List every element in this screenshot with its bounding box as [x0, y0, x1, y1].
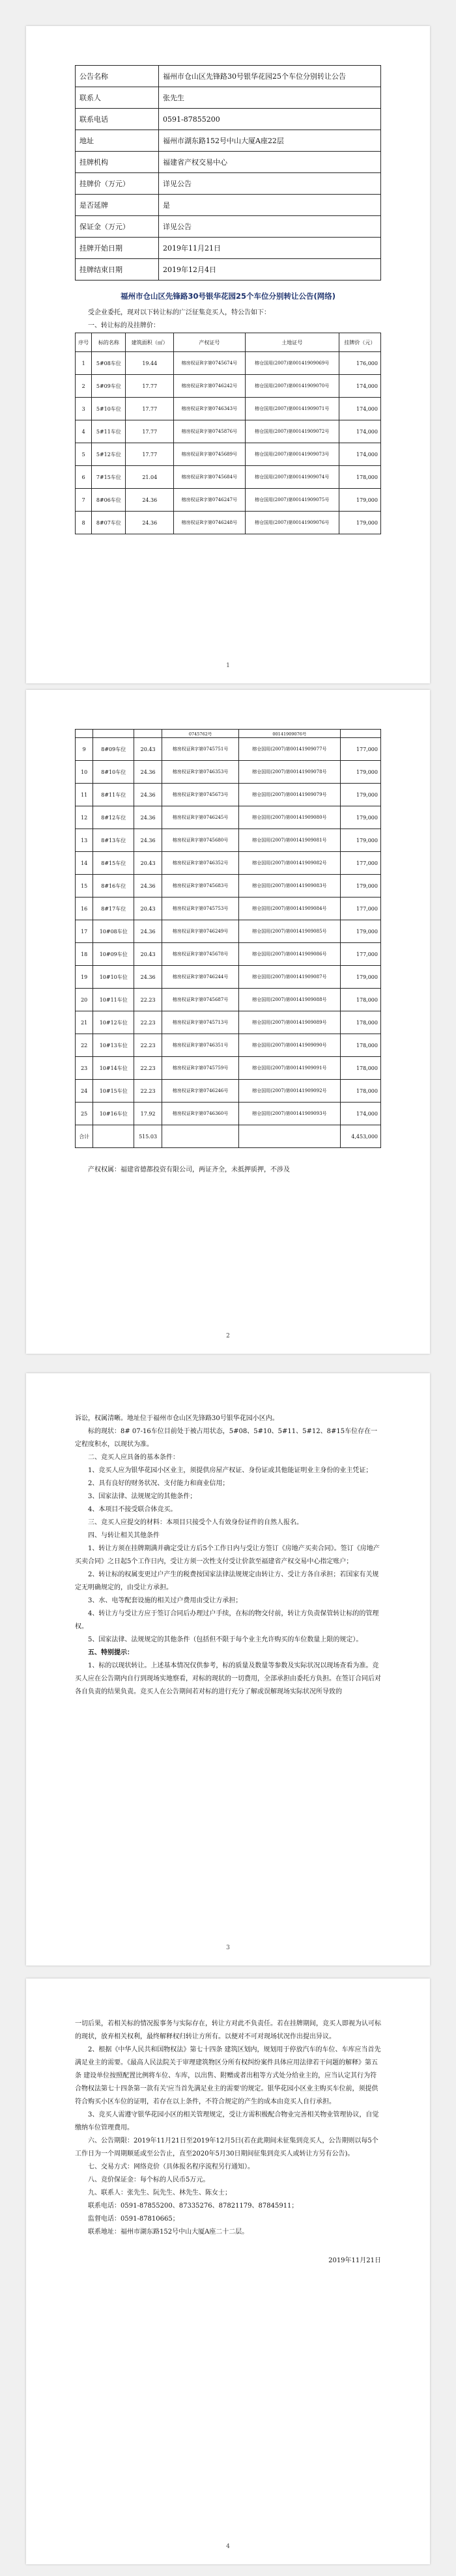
info-value: 是	[159, 195, 381, 216]
lot-land-cert: 榕仓国用(2007)第00141909088号	[239, 989, 341, 1011]
lot-cert: 榕房权证R字第0746248号	[174, 512, 245, 534]
lot-name: 8#16车位	[93, 875, 134, 897]
lot-area: 17.77	[126, 398, 174, 420]
info-row	[76, 152, 381, 173]
info-value: 张先生	[159, 87, 381, 109]
paragraph: 一切后果，若相关标的情况报事务与实际存在，转让方对此不负责任。若在挂牌期间，竞买人即视为认可标的现状，放弃相关权利，最终解释权归转让方所有。以便对不可对现场状况作出提出异议。	[75, 2020, 381, 2040]
info-row	[76, 66, 381, 87]
lot-number: 19	[76, 966, 93, 989]
lot-cert: 榕房权证R字第0745684号	[174, 466, 245, 489]
info-row	[76, 130, 381, 152]
info-value: 2019年12月4日	[159, 259, 381, 281]
lot-price: 178,000	[340, 1011, 380, 1034]
lot-name: 8#13车位	[93, 829, 134, 852]
lot-number: 8	[76, 512, 92, 534]
lot-price: 174,000	[339, 375, 380, 398]
info-row	[76, 109, 381, 130]
lot-price: 179,000	[339, 489, 380, 512]
lot-area: 22.23	[134, 1034, 162, 1057]
document-page-2	[26, 690, 430, 1354]
lot-cert: 榕房权证R字第0746352号	[162, 852, 239, 875]
info-value: 福州市湖东路152号中山大厦A座22层	[159, 130, 381, 152]
lot-area: 24.36	[134, 829, 162, 852]
table-row	[76, 489, 381, 512]
lot-price: 177,000	[340, 852, 380, 875]
table-row	[76, 1057, 381, 1080]
info-value: 福州市仓山区先锋路30号银华花园25个车位分别转让公告	[159, 66, 381, 87]
lot-name: 8#10车位	[93, 761, 134, 784]
lot-area: 20.43	[134, 852, 162, 875]
lot-cert: 榕房权证R字第0745689号	[174, 443, 245, 466]
lot-name: 8#07车位	[92, 512, 126, 534]
lot-area: 24.36	[126, 512, 174, 534]
lot-cert: 榕房权证R字第0745674号	[174, 352, 245, 375]
table-row	[76, 761, 381, 784]
lot-area: 20.43	[134, 897, 162, 920]
lot-name: 5#12车位	[92, 443, 126, 466]
lot-cert: 榕房权证R字第0746353号	[162, 761, 239, 784]
lot-price: 179,000	[340, 829, 380, 852]
lot-price: 179,000	[339, 512, 380, 534]
paragraph: 八、竞价保证金：每个标的人民币5万元。	[88, 2176, 210, 2184]
paragraph: 2、转让标的权属变更过户产生的税费按国家法律法规规定由转让方、受让方各自承担；若国家有关规定无明确规定的，由受让方承担。	[75, 1571, 379, 1591]
lot-name: 8#11车位	[93, 784, 134, 806]
lot-price: 174,000	[339, 398, 380, 420]
lot-name: 8#12车位	[93, 806, 134, 829]
special-tips-heading: 五、特别提示：	[88, 1649, 134, 1656]
lot-name: 8#15车位	[93, 852, 134, 875]
lot-name: 10#13车位	[93, 1034, 134, 1057]
info-value: 2019年11月21日	[159, 238, 381, 259]
column-header: 建筑面积（㎡）	[126, 333, 174, 352]
lot-number: 12	[76, 806, 93, 829]
document-page-3	[26, 1373, 430, 1966]
lot-cert: 榕房权证R字第0746249号	[162, 920, 239, 943]
page-number: 4	[226, 2543, 230, 2550]
lot-land-cert: 榕仓国用(2007)第00141909086号	[239, 943, 341, 966]
info-label: 挂牌结束日期	[76, 259, 159, 281]
paragraph: 2、具有良好的财务状况、支付能力和商业信用；	[88, 1480, 229, 1487]
info-label: 保证金（万元）	[76, 216, 159, 238]
lot-area: 22.23	[134, 1057, 162, 1080]
paragraph: 标的现状：8# 07-16车位目前处于被占用状态，5#08、5#10、5#11、5#12、8#15车位存在一定程度积水，以现状为准。	[75, 1428, 378, 1448]
lot-cert: 榕房权证R字第0746244号	[162, 966, 239, 989]
lot-number: 7	[76, 489, 92, 512]
lot-land-cert: 榕仓国用(2007)第00141909078号	[239, 761, 341, 784]
lot-name: 10#11车位	[93, 989, 134, 1011]
table-row	[76, 1011, 381, 1034]
lot-name: 5#08车位	[92, 352, 126, 375]
info-label: 是否延牌	[76, 195, 159, 216]
lot-price: 179,000	[340, 761, 380, 784]
lot-price: 174,000	[340, 1103, 380, 1125]
info-row	[76, 238, 381, 259]
info-label: 联系人	[76, 87, 159, 109]
lot-cert: 榕房权证R字第0746351号	[162, 1034, 239, 1057]
document-page-4	[26, 1979, 430, 2564]
announcement-title: 福州市仓山区先锋路30号银华花园25个车位分别转让公告(网络)	[120, 292, 335, 301]
lot-area: 24.36	[126, 489, 174, 512]
lot-name: 10#10车位	[93, 966, 134, 989]
lot-price: 179,000	[340, 784, 380, 806]
lot-land-cert: 榕仓国用(2007)第00141909091号	[239, 1057, 341, 1080]
info-value: 福建省产权交易中心	[159, 152, 381, 173]
paragraph: 二、竞买人应具备的基本条件：	[88, 1454, 179, 1461]
lot-land-cert: 榕仓国用(2007)第00141909082号	[239, 852, 341, 875]
paragraph: 1、竞买人应为银华花园小区业主，须提供房屋产权证、身份证或其他能证明业主身份的业主凭证；	[88, 1467, 373, 1474]
table-row	[76, 352, 381, 375]
table-row	[76, 875, 381, 897]
info-row	[76, 216, 381, 238]
paragraph: 联系地址：福州市湖东路152号中山大厦A座二十二层。	[88, 2228, 249, 2236]
lot-number: 1	[76, 352, 92, 375]
table-row	[76, 897, 381, 920]
lot-land-cert: 榕仓国用(2007)第00141909070号	[245, 375, 339, 398]
lot-area: 22.23	[134, 1080, 162, 1103]
lot-area: 24.36	[134, 966, 162, 989]
lot-name: 5#11车位	[92, 420, 126, 443]
lot-area: 17.77	[126, 420, 174, 443]
lot-land-cert: 榕仓国用(2007)第00141909085号	[239, 920, 341, 943]
lot-land-cert: 榕仓国用(2007)第00141909074号	[245, 466, 339, 489]
paragraph: 2、根据《中华人民共和国物权法》第七十四条 建筑区划内，规划用于停放汽车的车位、车库应当首先满足业主的需要。《最高人民法院关于审理建筑物区分所有权纠纷案件具体应用法律若干问题的解释》第五条 建设单位按照配置比例将车位、车库，以出售、附赠或者出租等方式处分给业主的，应当认定其行为符合物权法第七十四条第一款有关'应当首先满足业主的需要'的规定。银华花园小区业主购买车位前，须提供符合购买小区车位的证明，若存在以上条件，不符合规定的产生的成本由竞买人自行承担。	[75, 2046, 381, 2105]
column-header: 产权证号	[174, 333, 245, 352]
total-row	[76, 1125, 381, 1148]
page-number: 2	[226, 1333, 230, 1339]
property-rights-text: 产权权属：福建省德都投资有限公司，两证齐全，未抵押质押，不涉及	[88, 1166, 290, 1173]
info-value: 详见公告	[159, 173, 381, 195]
lot-land-cert: 榕仓国用(2007)第00141909069号	[245, 352, 339, 375]
lot-name: 8#09车位	[93, 738, 134, 761]
paragraph: 联系电话：0591-87855200、87335276、87821179、87845911；	[88, 2202, 298, 2210]
page-number: 1	[226, 663, 230, 669]
lot-area: 24.36	[134, 806, 162, 829]
lot-land-cert: 榕仓国用(2007)第00141909089号	[239, 1011, 341, 1034]
lot-name: 10#14车位	[93, 1057, 134, 1080]
column-header: 标的名称	[92, 333, 126, 352]
lot-cert: 榕房权证R字第0746245号	[162, 806, 239, 829]
lot-number: 17	[76, 920, 93, 943]
lot-number: 24	[76, 1080, 93, 1103]
info-label: 地址	[76, 130, 159, 152]
lot-land-cert: 榕仓国用(2007)第00141909093号	[239, 1103, 341, 1125]
lot-area: 17.92	[134, 1103, 162, 1125]
lot-area: 21.04	[126, 466, 174, 489]
lot-area: 22.23	[134, 989, 162, 1011]
lot-cert: 榕房权证R字第0745753号	[162, 897, 239, 920]
lot-land-cert: 榕仓国用(2007)第00141909079号	[239, 784, 341, 806]
total-price: 4,453,000	[340, 1125, 380, 1148]
lot-price: 178,000	[339, 466, 380, 489]
table-row	[76, 512, 381, 534]
table-row	[76, 375, 381, 398]
column-header: 土地证号	[245, 333, 339, 352]
lot-land-cert: 榕仓国用(2007)第00141909087号	[239, 966, 341, 989]
lot-cert: 榕房权证R字第0746246号	[162, 1080, 239, 1103]
paragraph: 4、本项目不接受联合体竞买。	[88, 1506, 177, 1513]
table-row	[76, 738, 381, 761]
lot-cert: 榕房权证R字第0745876号	[174, 420, 245, 443]
lots-table-2	[75, 729, 381, 1148]
lot-cert: 榕房权证R字第0745683号	[162, 875, 239, 897]
lot-price: 179,000	[340, 875, 380, 897]
lot-price: 174,000	[339, 420, 380, 443]
lot-land-cert: 榕仓国用(2007)第00141909084号	[239, 897, 341, 920]
info-value: 详见公告	[159, 216, 381, 238]
lot-name: 10#08车位	[93, 920, 134, 943]
column-header: 序号	[76, 333, 92, 352]
lot-price: 174,000	[339, 443, 380, 466]
lot-cert: 榕房权证R字第0745673号	[162, 784, 239, 806]
lot-price: 177,000	[340, 738, 380, 761]
paragraph: 六、公告期限：2019年11月21日至2019年12月5日(若在此期间未征集到竞买人，公告期则以每5个工作日为一个周期顺延或至公告止，直至2020年5月30日期间征集到竞买人或转让方另有公告)。	[75, 2137, 378, 2158]
table-row	[76, 420, 381, 443]
section-1-heading: 一、转让标的及挂牌价：	[88, 322, 160, 329]
paragraph: 3、竞买人需遵守银华花园小区的相关管理规定，受让方需积极配合物业完善相关物业管理协议，自觉缴纳车位管理费用。	[75, 2111, 379, 2131]
lot-area: 20.43	[134, 738, 162, 761]
lot-price: 179,000	[340, 920, 380, 943]
lot-number: 9	[76, 738, 93, 761]
table-row	[76, 920, 381, 943]
table-row	[76, 466, 381, 489]
info-row	[76, 173, 381, 195]
lot-number: 21	[76, 1011, 93, 1034]
table-row	[76, 966, 381, 989]
lot-number: 5	[76, 443, 92, 466]
lot-number: 6	[76, 466, 92, 489]
lot-price: 178,000	[340, 989, 380, 1011]
paragraph: 四、与转让相关其他条件	[88, 1532, 160, 1539]
lot-cert: 榕房权证R字第0746360号	[162, 1103, 239, 1125]
lot-number: 11	[76, 784, 93, 806]
lot-number: 14	[76, 852, 93, 875]
info-label: 联系电话	[76, 109, 159, 130]
paragraph: 七、交易方式：网络竞价（具体报名程序流程另行通知）。	[88, 2163, 254, 2171]
cert-fragment: 0745762号	[162, 730, 239, 738]
paragraph: 九、联系人：张先生、阮先生、林先生、陈女士；	[88, 2189, 231, 2197]
land-fragment: 00141909076号	[239, 730, 341, 738]
lot-land-cert: 榕仓国用(2007)第00141909090号	[239, 1034, 341, 1057]
lot-name: 10#12车位	[93, 1011, 134, 1034]
table-row	[76, 1034, 381, 1057]
lot-area: 24.36	[134, 784, 162, 806]
lot-number: 15	[76, 875, 93, 897]
lot-cert: 榕房权证R字第0745713号	[162, 1011, 239, 1034]
table-row	[76, 943, 381, 966]
info-label: 挂牌开始日期	[76, 238, 159, 259]
lot-cert: 榕房权证R字第0746242号	[174, 375, 245, 398]
lot-area: 24.36	[134, 875, 162, 897]
lot-land-cert: 榕仓国用(2007)第00141909077号	[239, 738, 341, 761]
lot-number: 16	[76, 897, 93, 920]
info-label: 挂牌机构	[76, 152, 159, 173]
lot-area: 19.44	[126, 352, 174, 375]
lot-cert: 榕房权证R字第0745751号	[162, 738, 239, 761]
paragraph: 诉讼，权属清晰。地址位于福州市仓山区先锋路30号银华花园小区内。	[75, 1415, 279, 1422]
lot-number: 23	[76, 1057, 93, 1080]
lot-area: 24.36	[134, 920, 162, 943]
lot-name: 10#09车位	[93, 943, 134, 966]
paragraph: 监督电话：0591-87810665；	[88, 2215, 179, 2223]
info-table	[75, 65, 381, 281]
lot-number: 10	[76, 761, 93, 784]
table-row	[76, 784, 381, 806]
lot-land-cert: 榕仓国用(2007)第00141909083号	[239, 875, 341, 897]
lot-number: 4	[76, 420, 92, 443]
column-header: 挂牌价（元）	[339, 333, 380, 352]
paragraph: 4、转让方与受让方应于签订合同后办理过户手续，在标的物交付前，转让方负责保管转让标的的管理权。	[75, 1610, 379, 1630]
lot-land-cert: 榕仓国用(2007)第00141909080号	[239, 806, 341, 829]
lot-number: 18	[76, 943, 93, 966]
table-row	[76, 806, 381, 829]
lot-area: 22.23	[134, 1011, 162, 1034]
lot-area: 17.77	[126, 443, 174, 466]
lot-price: 177,000	[340, 943, 380, 966]
lot-number: 2	[76, 375, 92, 398]
paragraph: 5、国家法律、法规规定的其他条件（包括但不限于每个业主允许购买的车位数量上限的规定）。	[88, 1636, 363, 1643]
lot-name: 5#09车位	[92, 375, 126, 398]
info-label: 挂牌价（万元）	[76, 173, 159, 195]
table-row	[76, 852, 381, 875]
page-number: 3	[226, 1945, 230, 1951]
lot-land-cert: 榕仓国用(2007)第00141909071号	[245, 398, 339, 420]
table-row	[76, 443, 381, 466]
lot-area: 24.36	[134, 761, 162, 784]
lot-price: 179,000	[340, 806, 380, 829]
lot-land-cert: 榕仓国用(2007)第00141909073号	[245, 443, 339, 466]
lot-cert: 榕房权证R字第0745687号	[162, 989, 239, 1011]
info-row	[76, 259, 381, 281]
total-label: 合计	[76, 1125, 93, 1148]
lot-land-cert: 榕仓国用(2007)第00141909076号	[245, 512, 339, 534]
table-row	[76, 398, 381, 420]
lot-land-cert: 榕仓国用(2007)第00141909092号	[239, 1080, 341, 1103]
table-row	[76, 1080, 381, 1103]
lot-number: 3	[76, 398, 92, 420]
info-value: 0591-87855200	[159, 109, 381, 130]
lot-price: 179,000	[340, 966, 380, 989]
lot-land-cert: 榕仓国用(2007)第00141909081号	[239, 829, 341, 852]
lot-area: 20.43	[134, 943, 162, 966]
lot-name: 5#10车位	[92, 398, 126, 420]
lot-name: 10#16车位	[93, 1103, 134, 1125]
lot-cert: 榕房权证R字第0746343号	[174, 398, 245, 420]
document-page-1	[26, 26, 430, 683]
lot-land-cert: 榕仓国用(2007)第00141909072号	[245, 420, 339, 443]
table-row	[76, 1103, 381, 1125]
announcement-date: 2019年11月21日	[328, 2257, 381, 2264]
lot-land-cert: 榕仓国用(2007)第00141909075号	[245, 489, 339, 512]
paragraph: 1、转让方须在挂牌期满并确定受让方后5个工作日内与受让方签订《房地产买卖合同》。签订《房地产买卖合同》之日起5个工作日内，受让方须一次性支付受让价款至福建省产权交易中心指定账户；	[75, 1545, 380, 1565]
lot-price: 176,000	[339, 352, 380, 375]
lot-price: 178,000	[340, 1080, 380, 1103]
total-area: 515.03	[134, 1125, 162, 1148]
table-row	[76, 989, 381, 1011]
lot-name: 8#06车位	[92, 489, 126, 512]
info-label: 公告名称	[76, 66, 159, 87]
paragraph: 3、国家法律、法规规定的其他条件；	[88, 1493, 197, 1500]
lot-price: 178,000	[340, 1057, 380, 1080]
lot-number: 13	[76, 829, 93, 852]
lot-cert: 榕房权证R字第0745680号	[162, 829, 239, 852]
lot-number: 22	[76, 1034, 93, 1057]
info-row	[76, 195, 381, 216]
lot-price: 178,000	[340, 1034, 380, 1057]
lot-cert: 榕房权证R字第0745678号	[162, 943, 239, 966]
special-tip-1: 1、标的以现状转让。上述基本情况仅供参考，标的质量及数量等参数及实际状况以现场查看为准。竞买人应在公告期内自行到现场实地察看，对标的现状的一切费用，全部承担由委托方负担。在签订合同后对各自负责的结果负责。竞买人在公告期间若对标的进行充分了解或误解现场实际状况所导致的	[75, 1662, 381, 1695]
info-row	[76, 87, 381, 109]
lot-number: 20	[76, 989, 93, 1011]
lot-cert: 榕房权证R字第0746247号	[174, 489, 245, 512]
lot-price: 177,000	[340, 897, 380, 920]
table-row	[76, 730, 381, 738]
intro-text: 受企业委托，现对以下转让标的广泛征集竞买人，特公告如下：	[88, 309, 270, 316]
lot-name: 8#17车位	[93, 897, 134, 920]
paragraph: 3、水、电等配套设施的相关过户费用由受让方承担；	[88, 1597, 242, 1604]
lot-number: 25	[76, 1103, 93, 1125]
lots-table-1	[75, 333, 381, 534]
table-row	[76, 829, 381, 852]
lot-area: 17.77	[126, 375, 174, 398]
paragraph: 三、竞买人应提交的材料：本项目只接受个人有效身份证件的自然人报名。	[88, 1519, 303, 1526]
lot-name: 7#15车位	[92, 466, 126, 489]
lot-name: 10#15车位	[93, 1080, 134, 1103]
lot-cert: 榕房权证R字第0745759号	[162, 1057, 239, 1080]
